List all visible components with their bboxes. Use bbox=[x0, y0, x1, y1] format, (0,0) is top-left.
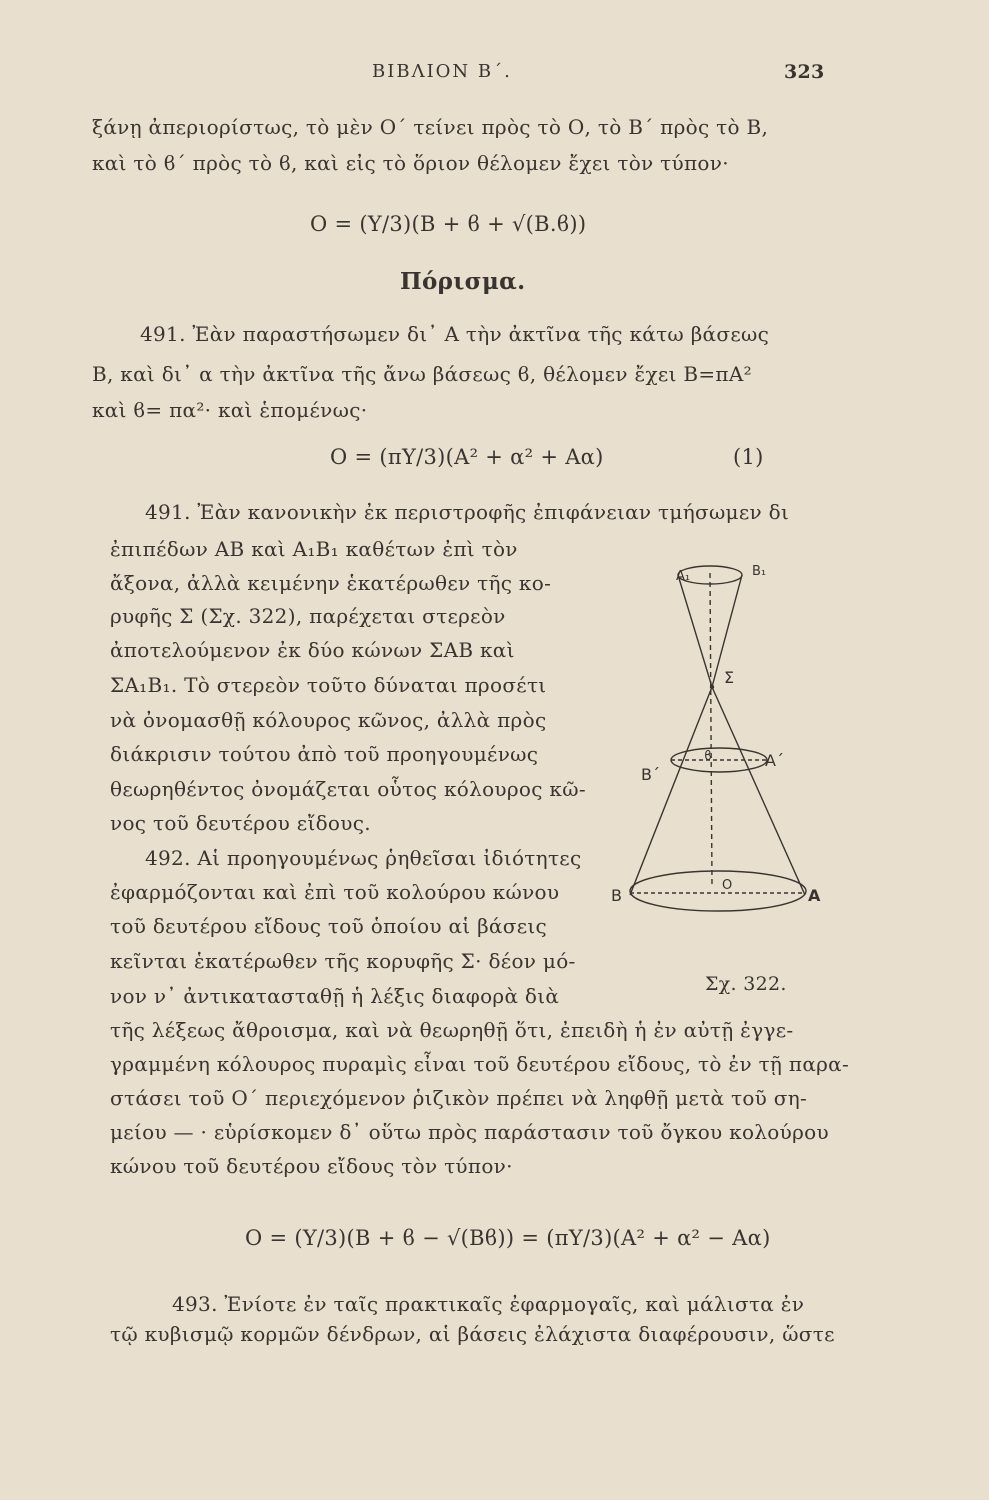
text-line: ΣΑ₁Β₁. Τὸ στερεὸν τοῦτο δύναται προσέτι bbox=[110, 673, 547, 697]
label-b: Β bbox=[611, 886, 622, 905]
label-b-prime: Β΄ bbox=[641, 765, 660, 784]
text-line: καὶ τὸ ϐ΄ πρὸς τὸ ϐ, καὶ εἰς τὸ ὅριον θέλομεν ἔχει τὸν τύπον· bbox=[92, 151, 729, 175]
text-line: νον ν᾿ ἀντικατασταθῇ ἡ λέξις διαφορὰ διὰ bbox=[110, 984, 560, 1008]
text-line: 492. Αἱ προηγουμένως ῥηθεῖσαι ἰδιότητες bbox=[145, 846, 582, 870]
formula-frustum-radii: Ο = (πΥ/3)(Α² + α² + Αα) bbox=[330, 445, 604, 469]
text-line: τῆς λέξεως ἄθροισμα, καὶ νὰ θεωρηθῇ ὅτι, ἐπειδὴ ἡ ἐν αὐτῇ ἐγγε- bbox=[110, 1018, 794, 1042]
text-line: μείου — · εὑρίσκομεν δ᾿ οὕτω πρὸς παράστασιν τοῦ ὄγκου κολούρου bbox=[110, 1120, 829, 1144]
text-line: διάκρισιν τούτου ἀπὸ τοῦ προηγουμένως bbox=[110, 742, 539, 766]
label-o: Ο bbox=[722, 878, 733, 893]
figure-double-cone bbox=[600, 555, 830, 915]
text-line: ρυφῆς Σ (Σχ. 322), παρέχεται στερεὸν bbox=[110, 604, 506, 628]
text-line: νὰ ὀνομασθῇ κόλουρος κῶνος, ἀλλὰ πρὸς bbox=[110, 708, 547, 732]
page-number: 323 bbox=[784, 61, 825, 83]
text-line: γραμμένη κόλουρος πυραμὶς εἶναι τοῦ δευτέρου εἴδους, τὸ ἐν τῇ παρα- bbox=[110, 1052, 850, 1076]
text-line: ἐφαρμόζονται καὶ ἐπὶ τοῦ κολούρου κώνου bbox=[110, 880, 560, 904]
text-line: νος τοῦ δευτέρου εἴδους. bbox=[110, 811, 371, 835]
section-heading: Πόρισμα. bbox=[400, 268, 526, 295]
text-line: ἐπιπέδων ΑΒ καὶ Α₁Β₁ καθέτων ἐπὶ τὸν bbox=[110, 537, 518, 561]
text-line: Β, καὶ δι᾿ α τὴν ἀκτῖνα τῆς ἄνω βάσεως ϐ, θέλομεν ἔχει Β=πΑ² bbox=[92, 362, 752, 386]
figure-caption: Σχ. 322. bbox=[705, 973, 787, 995]
text-line: καὶ ϐ= πα²· καὶ ἑπομένως· bbox=[92, 398, 368, 422]
label-small-b: ϐ bbox=[704, 749, 712, 764]
lower-cone-right-side bbox=[712, 687, 805, 895]
formula-frustum-limit: Ο = (Υ/3)(Β + ϐ + √(Β.ϐ)) bbox=[310, 212, 587, 236]
text-line: κώνου τοῦ δευτέρου εἴδους τὸν τύπον· bbox=[110, 1154, 513, 1178]
lower-base-ellipse bbox=[630, 871, 806, 911]
text-line: θεωρηθέντος ὀνομάζεται οὗτος κόλουρος κῶ- bbox=[110, 777, 586, 801]
lower-cone-left-side bbox=[630, 687, 712, 895]
text-line: ἀποτελούμενον ἐκ δύο κώνων ΣΑΒ καὶ bbox=[110, 638, 515, 662]
label-a-prime: Α΄ bbox=[765, 751, 784, 770]
equation-number: (1) bbox=[733, 445, 764, 469]
text-line: ἄξονα, ἀλλὰ κειμένην ἑκατέρωθεν τῆς κο- bbox=[110, 571, 552, 595]
running-title: ΒΙΒΛΙΟΝ Β΄. bbox=[372, 61, 512, 82]
apex-point bbox=[710, 685, 714, 689]
cone-axis bbox=[710, 573, 712, 885]
label-b1: Β₁ bbox=[752, 564, 767, 579]
upper-cone-left-side bbox=[678, 575, 712, 687]
label-a: Α bbox=[808, 886, 821, 905]
text-line: τῷ κυβισμῷ κορμῶν δένδρων, αἱ βάσεις ἐλάχιστα διαφέρουσιν, ὥστε bbox=[110, 1322, 835, 1346]
text-line: 493. Ἐνίοτε ἐν ταῖς πρακτικαῖς ἐφαρμογαῖς, καὶ μάλιστα ἐν bbox=[172, 1292, 805, 1316]
formula-second-kind: Ο = (Υ/3)(Β + ϐ − √(Βϐ)) = (πΥ/3)(Α² + α² − Αα) bbox=[245, 1226, 771, 1250]
text-line: ξάνῃ ἀπεριορίστως, τὸ μὲν Ο΄ τείνει πρὸς τὸ Ο, τὸ Β΄ πρὸς τὸ Β, bbox=[92, 115, 769, 139]
label-sigma: Σ bbox=[724, 668, 735, 687]
text-line: στάσει τοῦ Ο΄ περιεχόμενον ῥιζικὸν πρέπει νὰ ληφθῇ μετὰ τοῦ ση- bbox=[110, 1086, 808, 1110]
text-line: κεῖνται ἑκατέρωθεν τῆς κορυφῆς Σ· δέον μό- bbox=[110, 949, 576, 973]
text-line: 491. Ἐὰν κανονικὴν ἐκ περιστροφῆς ἐπιφάνειαν τμήσωμεν δι bbox=[145, 500, 790, 524]
text-line: τοῦ δευτέρου εἴδους τοῦ ὁποίου αἱ βάσεις bbox=[110, 914, 547, 938]
text-line: 491. Ἐὰν παραστήσωμεν δι᾿ Α τὴν ἀκτῖνα τῆς κάτω βάσεως bbox=[140, 322, 770, 346]
label-a1: Α₁ bbox=[676, 569, 691, 584]
